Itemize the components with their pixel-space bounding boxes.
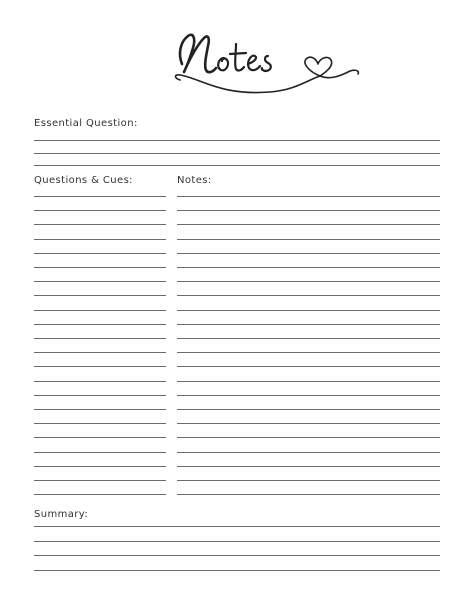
questions-cues-label: Questions & Cues: (34, 175, 133, 186)
ruled-line (34, 570, 440, 571)
essential-question-label: Essential Question: (34, 118, 138, 129)
summary-lines[interactable] (34, 0, 440, 613)
ruled-line (34, 555, 440, 556)
summary-label: Summary: (34, 509, 89, 520)
ruled-line (34, 541, 440, 542)
ruled-line (34, 526, 440, 527)
notes-column-label: Notes: (177, 175, 212, 186)
